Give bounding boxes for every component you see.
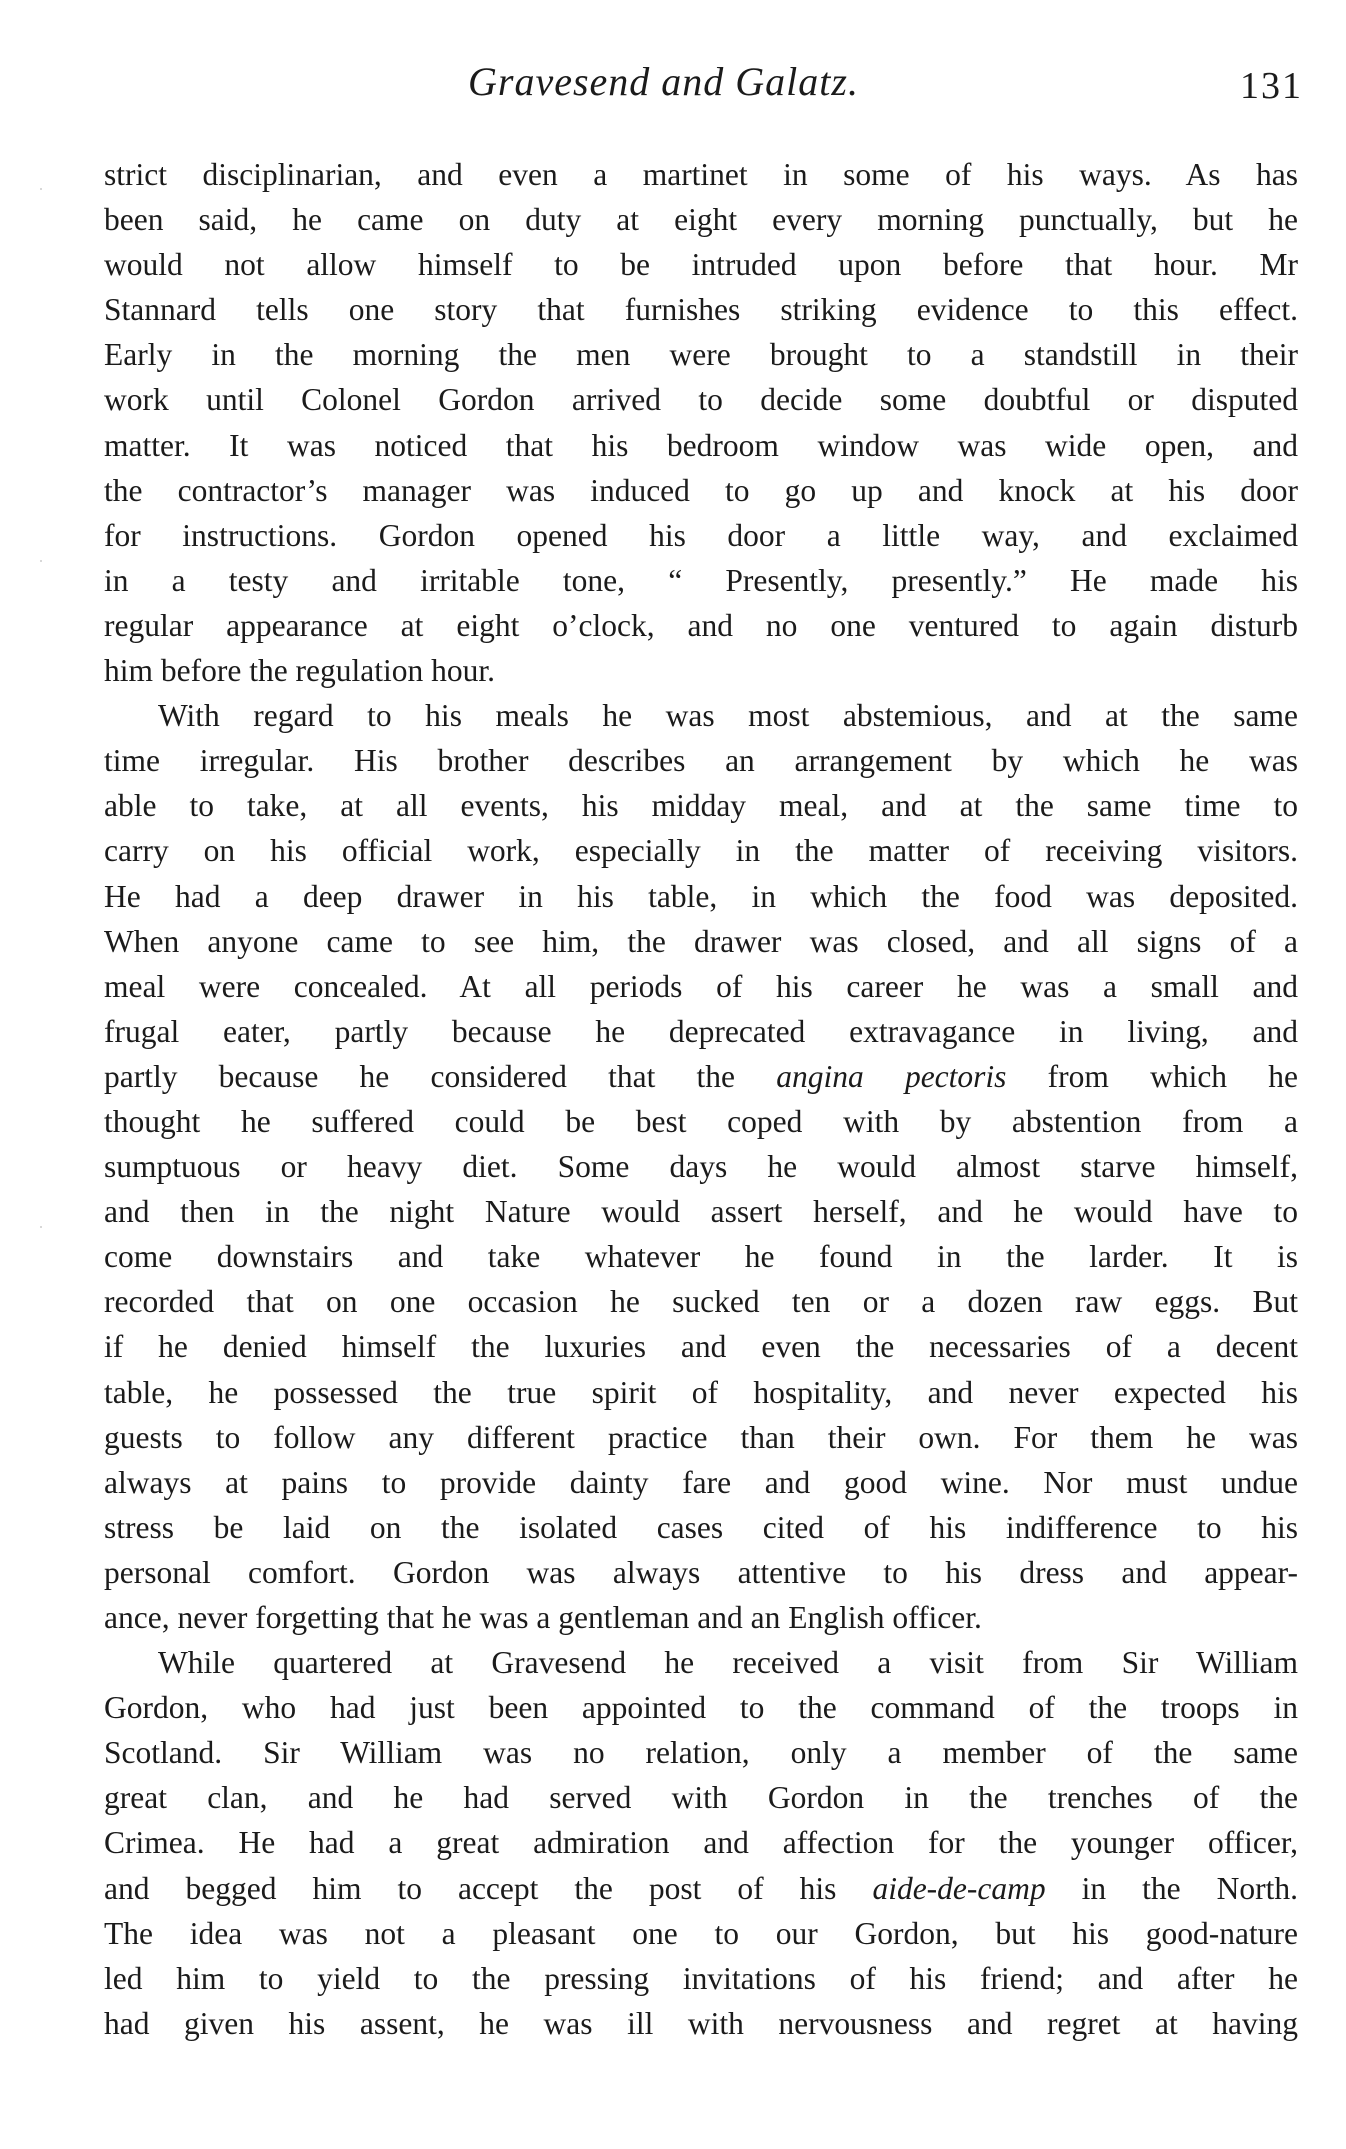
text-line: recorded that on one occasion he sucked ten or a dozen raw eggs. But xyxy=(104,1284,1298,1320)
text-line: the contractor’s manager was induced to go up and knock at his door xyxy=(104,472,1298,508)
text-line-with-italic xyxy=(104,1866,1298,1911)
text-line: frugal eater, partly because he deprecated extravagance in living, and xyxy=(104,1013,1298,1049)
text-line: Scotland. Sir William was no relation, only a member of the same xyxy=(104,1735,1298,1771)
text-line: and then in the night Nature would assert herself, and he would have to xyxy=(104,1194,1298,1230)
italic-term: aide-de-camp xyxy=(872,1870,1046,1906)
paragraph-first-line: With regard to his meals he was most abstemious, and at the same xyxy=(158,698,1298,734)
text-line: Early in the morning the men were brought to a standstill in their xyxy=(104,337,1298,373)
text-line: led him to yield to the pressing invitations of his friend; and after he xyxy=(104,1960,1298,1996)
running-title: Gravesend and Galatz. xyxy=(468,59,859,104)
text-line: matter. It was noticed that his bedroom window was wide open, and xyxy=(104,427,1298,463)
text-line: meal were concealed. At all periods of his career he was a small and xyxy=(104,968,1298,1004)
paragraph-first-line: While quartered at Gravesend he received a visit from Sir William xyxy=(158,1645,1298,1681)
text-line: Gordon, who had just been appointed to the command of the troops in xyxy=(104,1690,1298,1726)
text-line: regular appearance at eight o’clock, and no one ventured to again disturb xyxy=(104,607,1298,643)
text-line: personal comfort. Gordon was always attentive to his dress and appear- xyxy=(104,1554,1298,1590)
text-line: come downstairs and take whatever he found in the larder. It is xyxy=(104,1239,1298,1275)
line-text: partly because he considered that the xyxy=(104,1058,777,1094)
text-line: stress be laid on the isolated cases cited of his indifference to his xyxy=(104,1509,1298,1545)
text-line: carry on his official work, especially in the matter of receiving visitors. xyxy=(104,833,1298,869)
line-text: and begged him to accept the post of his xyxy=(104,1870,873,1906)
text-line: would not allow himself to be intruded upon before that hour. Mr xyxy=(104,247,1298,283)
text-line: sumptuous or heavy diet. Some days he would almost starve himself, xyxy=(104,1149,1298,1185)
gutter-speck xyxy=(40,188,42,190)
text-line: great clan, and he had served with Gordon in the trenches of the xyxy=(104,1780,1298,1816)
text-line: if he denied himself the luxuries and even the necessaries of a decent xyxy=(104,1329,1298,1365)
line-text: from which he xyxy=(1006,1058,1298,1094)
gutter-speck xyxy=(40,560,42,562)
body-text xyxy=(104,152,1298,2046)
paragraph-last-line: ance, never forgetting that he was a gentleman and an English officer. xyxy=(104,1600,982,1635)
text-line: been said, he came on duty at eight every morning punctually, but he xyxy=(104,202,1298,238)
text-line: When anyone came to see him, the drawer was closed, and all signs of a xyxy=(104,923,1298,959)
text-line: strict disciplinarian, and even a martinet in some of his ways. As has xyxy=(104,157,1298,192)
line-text: in the North. xyxy=(1045,1870,1298,1906)
text-line: thought he suffered could be best coped with by abstention from a xyxy=(104,1103,1298,1139)
text-line: able to take, at all events, his midday meal, and at the same time to xyxy=(104,788,1298,824)
text-line: Stannard tells one story that furnishes striking evidence to this effect. xyxy=(104,292,1298,328)
paragraph-last-line: him before the regulation hour. xyxy=(104,653,496,689)
text-line: guests to follow any different practice than their own. For them he was xyxy=(104,1419,1298,1455)
text-line: The idea was not a pleasant one to our Gordon, but his good-nature xyxy=(104,1915,1298,1951)
text-line: work until Colonel Gordon arrived to decide some doubtful or disputed xyxy=(104,382,1298,418)
running-head xyxy=(0,58,1346,118)
gutter-speck xyxy=(40,1226,42,1228)
page-number: 131 xyxy=(1240,65,1303,107)
text-line: in a testy and irritable tone, “ Presently, presently.” He made his xyxy=(104,562,1298,598)
text-line: always at pains to provide dainty fare and good wine. Nor must undue xyxy=(104,1464,1298,1500)
text-line-with-italic xyxy=(104,1054,1298,1099)
text-line: had given his assent, he was ill with nervousness and regret at having xyxy=(104,2005,1298,2041)
text-line: table, he possessed the true spirit of hospitality, and never expected his xyxy=(104,1374,1298,1410)
italic-term: angina pectoris xyxy=(776,1058,1007,1094)
text-line: He had a deep drawer in his table, in which the food was deposited. xyxy=(104,878,1298,914)
text-line: time irregular. His brother describes an arrangement by which he was xyxy=(104,743,1298,779)
text-line: for instructions. Gordon opened his door a little way, and exclaimed xyxy=(104,517,1298,553)
text-line: Crimea. He had a great admiration and affection for the younger officer, xyxy=(104,1825,1298,1861)
